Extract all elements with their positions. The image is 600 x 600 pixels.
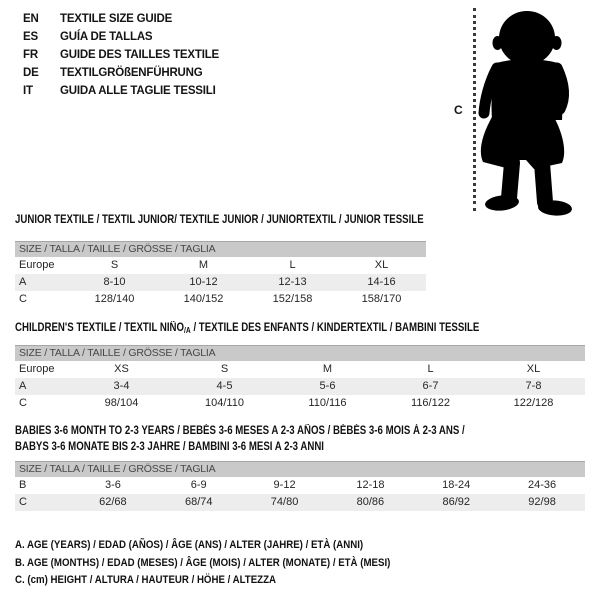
- language-title: GUIDE DES TAILLES TEXTILE: [60, 49, 219, 61]
- height-label-c: C: [454, 103, 463, 117]
- row-label: C: [19, 496, 27, 508]
- cell-value: M: [322, 363, 333, 375]
- table-row: [15, 274, 426, 291]
- cell-value: 10-12: [189, 276, 218, 288]
- cell-value: 7-8: [525, 380, 542, 392]
- cell-value: 158/170: [361, 293, 402, 305]
- cell-value: 122/128: [513, 397, 554, 409]
- legend-line-b: B. AGE (MONTHS) / EDAD (MESES) / ÂGE (MOIS) / ALTER (MONATE) / ETÀ (MESI): [15, 556, 391, 569]
- cell-value: M: [198, 259, 209, 271]
- section-title-text: CHILDREN'S TEXTILE / TEXTIL NIÑO: [15, 322, 185, 334]
- cell-value: 80/86: [356, 496, 385, 508]
- language-row: [23, 64, 219, 82]
- table-row: [15, 361, 585, 378]
- cell-value: 74/80: [270, 496, 299, 508]
- cell-value: 8-10: [103, 276, 126, 288]
- section-title-babies: [15, 423, 465, 455]
- language-code: IT: [23, 85, 33, 97]
- cell-value: 4-5: [216, 380, 233, 392]
- cell-value: 128/140: [94, 293, 135, 305]
- row-label: C: [19, 397, 27, 409]
- section-title-line: BABYS 3-6 MONATE BIS 2-3 JAHRE / BAMBINI 3-6 MESI A 2-3 ANNI: [15, 441, 324, 453]
- language-code: ES: [23, 31, 38, 43]
- language-title-block: [23, 10, 219, 100]
- cell-value: 62/68: [99, 496, 127, 508]
- cell-value: 14-16: [367, 276, 396, 288]
- section-title-junior: JUNIOR TEXTILE / TEXTIL JUNIOR/ TEXTILE JUNIOR / JUNIORTEXTIL / JUNIOR TESSILE: [15, 214, 424, 226]
- cell-value: 86/92: [442, 496, 470, 508]
- language-row: [23, 28, 219, 46]
- size-header-bar: SIZE / TALLA / TAILLE / GRÖSSE / TAGLIA: [15, 241, 426, 257]
- cell-value: L: [289, 259, 296, 271]
- language-title: GUIDA ALLE TAGLIE TESSILI: [60, 85, 216, 97]
- language-row: [23, 82, 219, 100]
- row-label: Europe: [19, 259, 55, 271]
- cell-value: 6-9: [190, 479, 207, 491]
- cell-value: 98/104: [104, 397, 139, 409]
- legend-line-a: A. AGE (YEARS) / EDAD (AÑOS) / ÂGE (ANS) / ALTER (JAHRE) / ETÀ (ANNI): [15, 539, 364, 551]
- cell-value: 92/98: [528, 496, 556, 508]
- language-code: FR: [23, 49, 38, 61]
- section-title-text: / TEXTILE DES ENFANTS / KINDERTEXTIL / BAMBINI TESSILE: [190, 322, 480, 334]
- row-label: B: [19, 479, 27, 491]
- cell-value: S: [220, 363, 229, 375]
- cell-value: L: [427, 363, 434, 375]
- language-code: DE: [23, 67, 39, 79]
- cell-value: XL: [374, 259, 389, 271]
- cell-value: 140/152: [183, 293, 224, 305]
- cell-value: 3-6: [104, 479, 121, 491]
- table-row: [15, 477, 585, 494]
- row-label: Europe: [19, 363, 55, 375]
- language-title: TEXTILE SIZE GUIDE: [60, 13, 173, 25]
- toddler-silhouette-icon: [470, 5, 590, 225]
- row-label: A: [19, 380, 27, 392]
- language-row: [23, 46, 219, 64]
- babies-size-table: [15, 461, 585, 511]
- row-label: C: [19, 293, 27, 305]
- legend-line-c: C. (cm) HEIGHT / ALTURA / HAUTEUR / HÖHE / ALTEZZA: [15, 574, 277, 586]
- cell-value: 9-12: [273, 479, 296, 491]
- cell-value: 6-7: [422, 380, 439, 392]
- table-row: [15, 395, 585, 412]
- cell-value: 116/122: [411, 397, 450, 409]
- cell-value: 18-24: [442, 479, 471, 491]
- language-code: EN: [23, 13, 39, 25]
- table-row: [15, 257, 426, 274]
- cell-value: 12-13: [278, 276, 307, 288]
- cell-value: S: [110, 259, 119, 271]
- cell-value: 24-36: [527, 479, 557, 491]
- row-label: A: [19, 276, 27, 288]
- measurement-legend: [15, 537, 390, 590]
- cell-value: XL: [526, 363, 541, 375]
- section-title-subscript: /A: [184, 326, 191, 335]
- cell-value: 104/110: [205, 397, 244, 409]
- table-row: [15, 378, 585, 395]
- children-size-table: [15, 345, 585, 412]
- size-header-bar: SIZE / TALLA / TAILLE / GRÖSSE / TAGLIA: [15, 345, 585, 361]
- table-row: [15, 494, 585, 511]
- language-title: GUÍA DE TALLAS: [60, 31, 153, 43]
- cell-value: 152/158: [272, 293, 313, 305]
- section-title-children: [15, 321, 479, 338]
- junior-size-table: [15, 241, 426, 308]
- language-row: [23, 10, 219, 28]
- cell-value: 68/74: [184, 496, 213, 508]
- language-title: TEXTILGRÖßENFÜHRUNG: [60, 67, 203, 79]
- size-header-bar: SIZE / TALLA / TAILLE / GRÖSSE / TAGLIA: [15, 461, 585, 477]
- table-row: [15, 291, 426, 308]
- cell-value: XS: [114, 363, 129, 375]
- cell-value: 3-4: [113, 380, 130, 392]
- cell-value: 5-6: [319, 380, 336, 392]
- cell-value: 110/116: [308, 397, 347, 409]
- cell-value: 12-18: [356, 479, 385, 491]
- section-title-line: BABIES 3-6 MONTH TO 2-3 YEARS / BEBÉS 3-6 MESES A 2-3 AÑOS / BÉBÉS 3-6 MOIS À 2-3 ANS /: [15, 425, 465, 437]
